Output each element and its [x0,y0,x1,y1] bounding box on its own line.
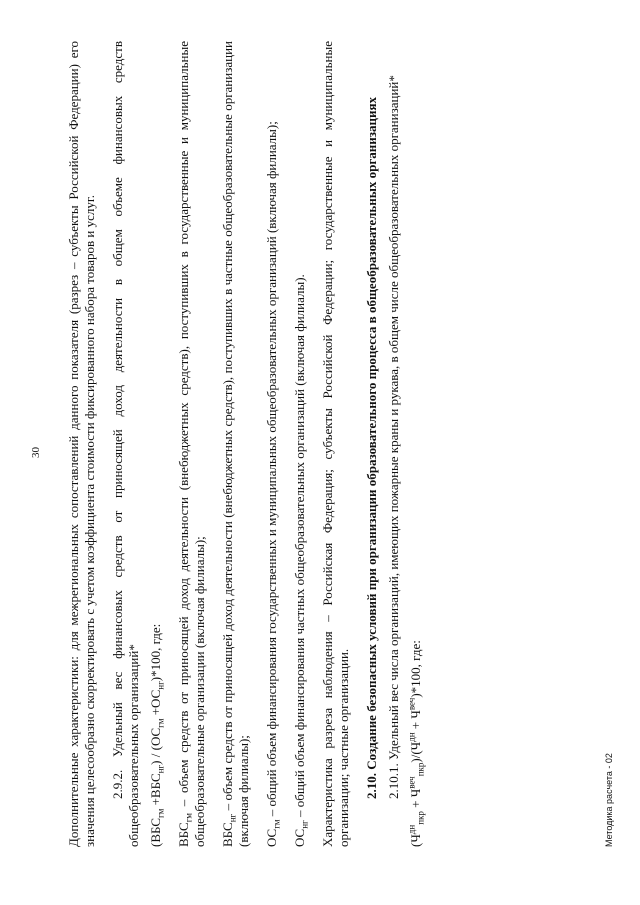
definition-vbs-ng: $ВБС_{нг}$ – объем средств от приносящей доход деятельности (внебюджетных средств), поступивших в частные общеобразовательные организации (включая филиалы); [220,41,251,847]
definition-vbs-gm: $ВБС_{гм}$ – объем средств от приносящей доход деятельности (внебюджетных средств), поступивших в государственные и муниципальные общеобразовательные организации (включая филиалы); [176,41,207,847]
definition-os-ng: $ОС_{нг}$ – общий объем финансирования частных общеобразовательных организаций (включая филиалы). [292,274,310,847]
breakdown-characteristics: Характеристика разреза наблюдения – Российская Федерация; субъекты Российской Федерации; государственные и муниципальные организации; частные организации. [320,41,351,847]
section-2-10-heading: 2.10. Создание безопасных условий при организации образовательного процесса в общеобразовательных организациях [364,97,379,799]
definition-os-gm: $ОС_{гм}$ – общий объем финансирования государственных и муниципальных общеобразовательных организаций (включая филиалы); [264,121,282,847]
page-number: 30 [30,447,42,458]
formula-2-10-1: $(Ч^{дн}_{пкр} + Ч^{веч}_{пкр})/(Ч^{дн} + Ч^{веч})*100$, где: [406,640,426,847]
section-2-9-2-heading: 2.9.2. Удельный вес финансовых средств от приносящей доход деятельности в общем объеме финансовых средств общеобразовательных организаций* [110,41,141,847]
footer-note: Методика расчета - 02 [604,753,614,847]
document-body [66,41,436,847]
formula-2-9-2: $(ВБС_{гм} +ВБС_{нг}) / (ОС_{гм} +ОС_{нг})*100$, где: [148,623,166,847]
section-2-10-1-heading: 2.10.1. Удельный вес числа организаций, имеющих пожарные краны и рукава, в общем числе общеобразовательных организаций* [386,75,401,799]
additional-characteristics-paragraph: Дополнительные характеристики: для межрегиональных сопоставлений данного показателя (разрез – субъекты Российской Федерации) его значения целесообразно скорректировать с учетом коэффициента стоимости фиксированного набора товаров и услуг. [66,41,97,847]
